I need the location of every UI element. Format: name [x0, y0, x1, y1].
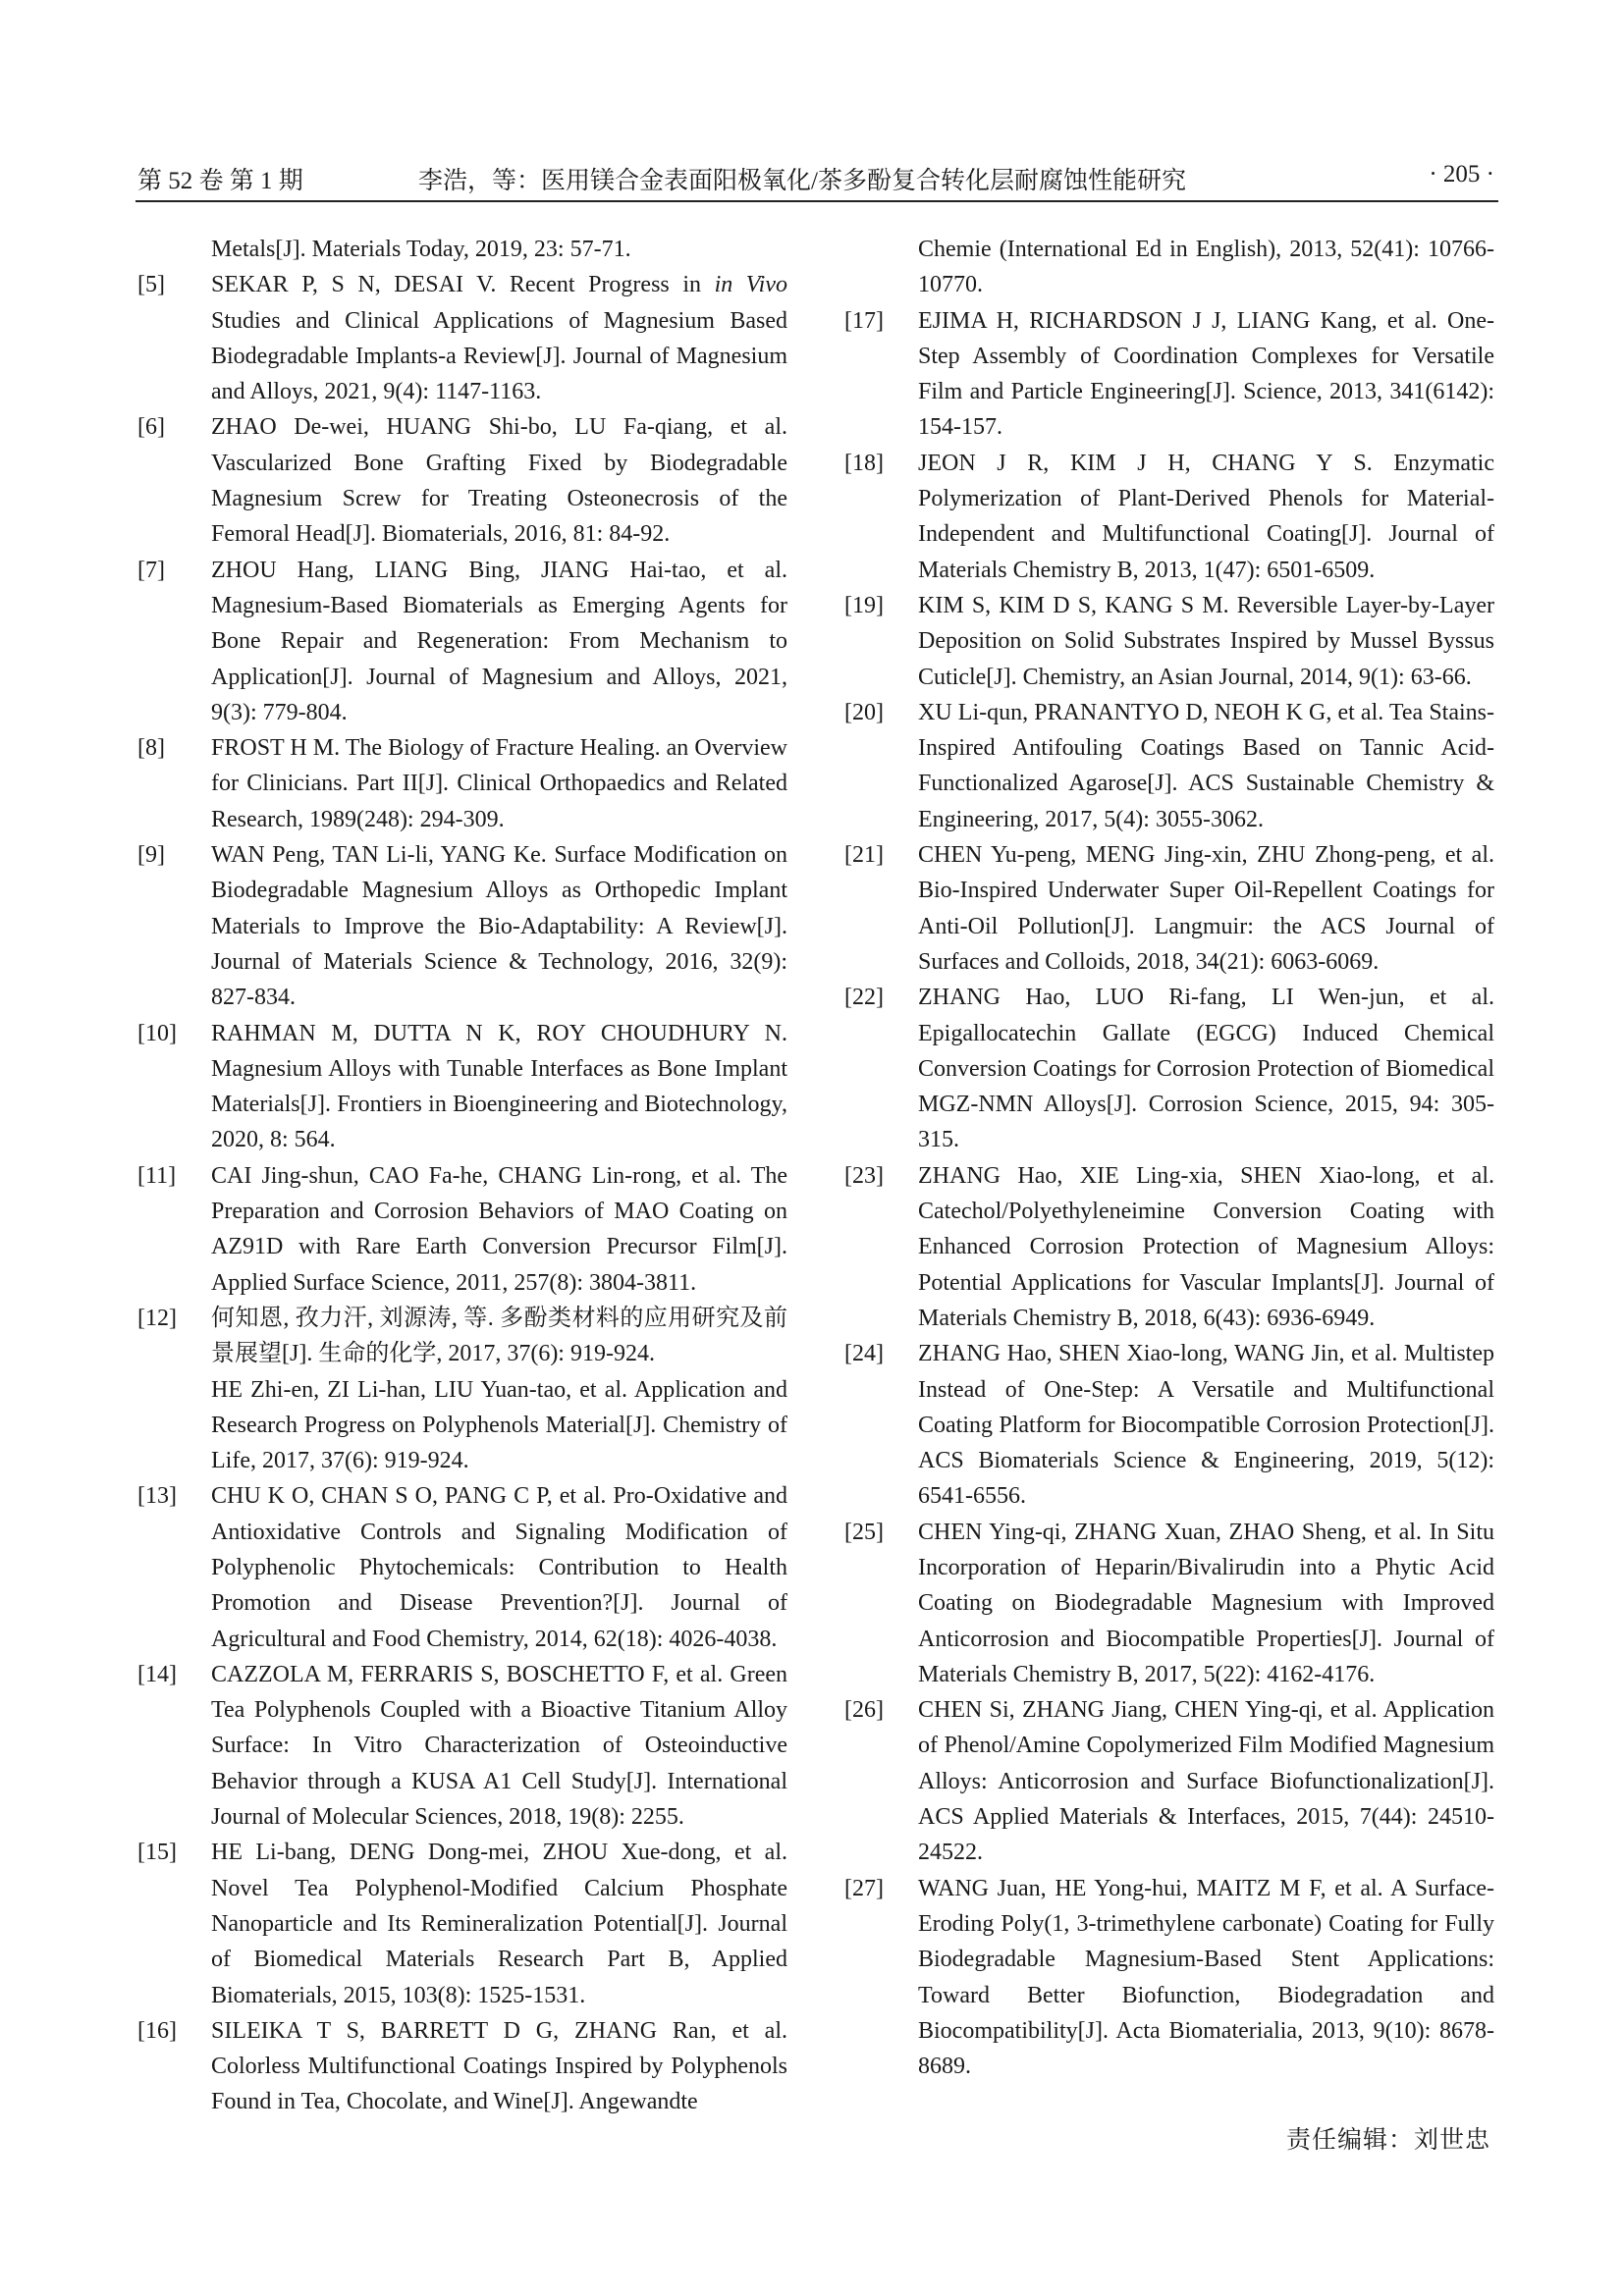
reference-text: CAI Jing-shun, CAO Fa-he, CHANG Lin-rong, et al. The Preparation and Corrosion Behaviors of MAO Coating on AZ91D with Rare Earth Conversion Precursor Film[J]. Applied Surface Science, 2011, 257(8): 3804-3811.: [211, 1162, 787, 1296]
reference-item: [137, 1657, 787, 1835]
reference-item: [844, 446, 1494, 588]
reference-text: 何知恩, 孜力汗, 刘源涛, 等. 多酚类材料的应用研究及前景展望[J]. 生命的化学, 2017, 37(6): 919-924. HE Zhi-en, ZI Li-han, LIU Yuan-tao, et al. Application and Research Progress on Polyphenols Material[J]. Chemistry of Life, 2017, 37(6): 919-924.: [211, 1305, 787, 1474]
reference-number: [12]: [137, 1305, 177, 1331]
reference-item: [137, 1301, 787, 1478]
reference-number: [20]: [844, 699, 884, 725]
reference-item: [844, 980, 1494, 1157]
reference-text: KIM S, KIM D S, KANG S M. Reversible Layer-by-Layer Deposition on Solid Substrates Inspired by Mussel Byssus Cuticle[J]. Chemistry, an Asian Journal, 2014, 9(1): 63-66.: [918, 592, 1494, 690]
reference-item: [844, 303, 1494, 446]
reference-text: ZHOU Hang, LIANG Bing, JIANG Hai-tao, et al. Magnesium-Based Biomaterials as Emerging Agents for Bone Repair and Regeneration: From Mechanism to Application[J]. Journal of Magnesium and Alloys, 2021, 9(3): 779-804.: [211, 557, 787, 725]
reference-number: [6]: [137, 414, 165, 441]
reference-item: [844, 1871, 1494, 2085]
reference-text: EJIMA H, RICHARDSON J J, LIANG Kang, et al. One-Step Assembly of Coordination Complexes for Versatile Film and Particle Engineering[J]. Science, 2013, 341(6142): 154-157.: [918, 307, 1494, 441]
reference-number: [18]: [844, 450, 884, 476]
reference-number: [17]: [844, 307, 884, 334]
reference-number: [24]: [844, 1341, 884, 1367]
reference-continuation: Chemie (International Ed in English), 2013, 52(41): 10766-10770.: [918, 237, 1494, 298]
reference-number: [21]: [844, 842, 884, 869]
reference-text: CHEN Si, ZHANG Jiang, CHEN Ying-qi, et al. Application of Phenol/Amine Copolymerized Film Modified Magnesium Alloys: Anticorrosion and Surface Biofunctionalization[J]. ACS Applied Materials & Interfaces, 2015, 7(44): 24510-24522.: [918, 1697, 1494, 1866]
reference-number: [7]: [137, 557, 165, 583]
reference-number: [15]: [137, 1840, 177, 1866]
reference-item: [137, 1478, 787, 1656]
reference-item: [137, 267, 787, 409]
reference-text: RAHMAN M, DUTTA N K, ROY CHOUDHURY N. Magnesium Alloys with Tunable Interfaces as Bone Implant Materials[J]. Frontiers in Bioengineering and Biotechnology, 2020, 8: 564.: [211, 1020, 787, 1153]
page-number: · 205 ·: [1429, 161, 1494, 187]
reference-item: [137, 409, 787, 552]
reference-continuation: Metals[J]. Materials Today, 2019, 23: 57-71.: [211, 237, 631, 262]
reference-number: [22]: [844, 985, 884, 1011]
reference-item: [844, 1158, 1494, 1336]
reference-item: [844, 837, 1494, 980]
reference-number: [13]: [137, 1483, 177, 1510]
reference-item: [844, 695, 1494, 837]
reference-item: [844, 1692, 1494, 1870]
references-column-right: [844, 232, 1494, 2084]
reference-text: CHEN Yu-peng, MENG Jing-xin, ZHU Zhong-peng, et al. Bio-Inspired Underwater Super Oil-Repellent Coatings for Anti-Oil Pollution[J]. Langmuir: the ACS Journal of Surfaces and Colloids, 2018, 34(21): 6063-6069.: [918, 842, 1494, 975]
running-header: [135, 157, 1498, 202]
reference-number: [14]: [137, 1661, 177, 1687]
reference-number: [10]: [137, 1020, 177, 1046]
reference-number: [19]: [844, 592, 884, 618]
reference-text: ZHANG Hao, XIE Ling-xia, SHEN Xiao-long, et al. Catechol/Polyethyleneimine Conversion Coating with Enhanced Corrosion Protection of Magnesium Alloys: Potential Applications for Vascular Implants[J]. Journal of Materials Chemistry B, 2018, 6(43): 6936-6949.: [918, 1162, 1494, 1331]
reference-item: [844, 1336, 1494, 1514]
reference-text: ZHANG Hao, LUO Ri-fang, LI Wen-jun, et al. Epigallocatechin Gallate (EGCG) Induced Chemical Conversion Coatings for Corrosion Protection of Biomedical MGZ-NMN Alloys[J]. Corrosion Science, 2015, 94: 305-315.: [918, 985, 1494, 1153]
reference-text: JEON J R, KIM J H, CHANG Y S. Enzymatic Polymerization of Plant-Derived Phenols for Material-Independent and Multifunctional Coating[J]. Journal of Materials Chemistry B, 2013, 1(47): 6501-6509.: [918, 450, 1494, 583]
reference-text: WAN Peng, TAN Li-li, YANG Ke. Surface Modification on Biodegradable Magnesium Alloys as Orthopedic Implant Materials to Improve the Bio-Adaptability: A Review[J]. Journal of Materials Science & Technology, 2016, 32(9): 827-834.: [211, 842, 787, 1011]
reference-item: [137, 837, 787, 1015]
reference-item: [137, 1835, 787, 2012]
responsible-editor: 责任编辑：刘世忠: [1285, 2127, 1490, 2154]
reference-number: [5]: [137, 272, 165, 298]
reference-item: [137, 1158, 787, 1301]
reference-item: [844, 1515, 1494, 1692]
reference-item: [137, 730, 787, 837]
reference-number: [9]: [137, 842, 165, 869]
reference-text: XU Li-qun, PRANANTYO D, NEOH K G, et al. Tea Stains-Inspired Antifouling Coatings Based on Tannic Acid-Functionalized Agarose[J]. ACS Sustainable Chemistry & Engineering, 2017, 5(4): 3055-3062.: [918, 699, 1494, 832]
reference-item: [137, 553, 787, 730]
reference-number: [26]: [844, 1697, 884, 1724]
reference-text: FROST H M. The Biology of Fracture Healing. an Overview for Clinicians. Part II[J]. Clinical Orthopaedics and Related Research, 1989(248): 294-309.: [211, 735, 787, 832]
reference-english-translation: HE Zhi-en, ZI Li-han, LIU Yuan-tao, et al. Application and Research Progress on Polyphenols Material[J]. Chemistry of Life, 2017, 37(6): 919-924.: [211, 1376, 787, 1474]
reference-text: CHEN Ying-qi, ZHANG Xuan, ZHAO Sheng, et al. In Situ Incorporation of Heparin/Bivalirudin into a Phytic Acid Coating on Biodegradable Magnesium with Improved Anticorrosion and Biocompatible Properties[J]. Journal of Materials Chemistry B, 2017, 5(22): 4162-4176.: [918, 1519, 1494, 1687]
reference-number: [27]: [844, 1875, 884, 1901]
reference-text: CHU K O, CHAN S O, PANG C P, et al. Pro-Oxidative and Antioxidative Controls and Signaling Modification of Polyphenolic Phytochemicals: Contribution to Health Promotion and Disease Prevention?[J]. Journal of Agricultural and Food Chemistry, 2014, 62(18): 4026-4038.: [211, 1483, 787, 1652]
reference-item: [137, 2013, 787, 2120]
reference-text: HE Li-bang, DENG Dong-mei, ZHOU Xue-dong, et al. Novel Tea Polyphenol-Modified Calcium Phosphate Nanoparticle and Its Remineralization Potential[J]. Journal of Biomedical Materials Research Part B, Applied Biomaterials, 2015, 103(8): 1525-1531.: [211, 1840, 787, 2008]
reference-number: [8]: [137, 735, 165, 762]
reference-number: [23]: [844, 1162, 884, 1189]
reference-text: SILEIKA T S, BARRETT D G, ZHANG Ran, et al. Colorless Multifunctional Coatings Inspired by Polyphenols Found in Tea, Chocolate, and Wine[J]. Angewandte: [211, 2017, 787, 2115]
reference-item: [137, 1016, 787, 1158]
reference-text: ZHANG Hao, SHEN Xiao-long, WANG Jin, et al. Multistep Instead of One-Step: A Versatile and Multifunctional Coating Platform for Biocompatible Corrosion Protection[J]. ACS Biomaterials Science & Engineering, 2019, 5(12): 6541-6556.: [918, 1341, 1494, 1510]
reference-number: [16]: [137, 2017, 177, 2044]
references-column-left: [137, 232, 787, 2120]
reference-text: WANG Juan, HE Yong-hui, MAITZ M F, et al. A Surface-Eroding Poly(1, 3-trimethylene carbonate) Coating for Fully Biodegradable Magnesium-Based Stent Applications: Toward Better Biofunction, Biodegradation and Biocompatibility[J]. Acta Biomaterialia, 2013, 9(10): 8678-8689.: [918, 1875, 1494, 2080]
reference-item: [844, 588, 1494, 695]
volume-issue: 第 52 卷 第 1 期: [137, 168, 303, 194]
reference-text: ZHAO De-wei, HUANG Shi-bo, LU Fa-qiang, et al. Vascularized Bone Grafting Fixed by Biodegradable Magnesium Screw for Treating Osteonecrosis of the Femoral Head[J]. Biomaterials, 2016, 81: 84-92.: [211, 414, 787, 548]
reference-text: CAZZOLA M, FERRARIS S, BOSCHETTO F, et al. Green Tea Polyphenols Coupled with a Bioactive Titanium Alloy Surface: In Vitro Characterization of Osteoinductive Behavior through a KUSA A1 Cell Study[J]. International Journal of Molecular Sciences, 2018, 19(8): 2255.: [211, 1661, 787, 1831]
reference-number: [11]: [137, 1162, 177, 1189]
article-running-title: 李浩，等：医用镁合金表面阳极氧化/茶多酚复合转化层耐腐蚀性能研究: [418, 168, 1186, 194]
reference-text: SEKAR P, S N, DESAI V. Recent Progress in in Vivo Studies and Clinical Applications of Magnesium Based Biodegradable Implants-a Review[J]. Journal of Magnesium and Alloys, 2021, 9(4): 1147-1163.: [211, 272, 787, 405]
reference-number: [25]: [844, 1519, 884, 1545]
